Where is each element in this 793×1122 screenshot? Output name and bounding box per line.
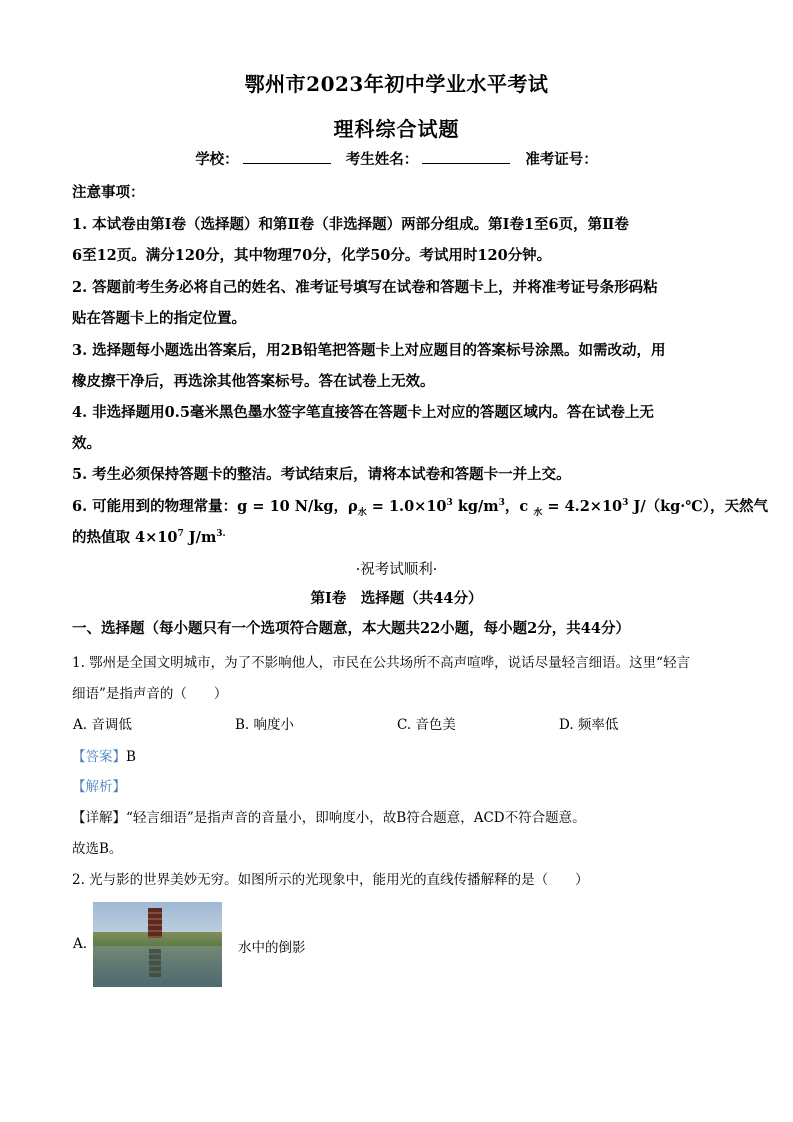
answer-label: 【答案】 [72, 749, 126, 765]
note-line: 5. 考生必须保持答题卡的整洁。考试结束后，请将本试卷和答题卡一并上交。 [72, 466, 571, 483]
name-blank [422, 151, 510, 164]
option-a: A. 音调低 [73, 717, 132, 733]
question-1-stem: 1. 鄂州是全国文明城市，为了不影响他人，市民在公共场所不高声喧哗，说话尽量轻言细语。这里“轻言 [72, 655, 691, 671]
school-label: 学校： [195, 151, 239, 168]
note-line: 4. 非选择题用0.5毫米黑色墨水签字笔直接答在答题卡上对应的答题区域内。答在试卷上无 [72, 404, 654, 421]
section-instruction: 一、选择题（每小题只有一个选项符合题意，本大题共22小题，每小题2分，共44分） [72, 620, 630, 637]
question-2-stem: 2. 光与影的世界美妙无穷。如图所示的光现象中，能用光的直线传播解释的是（ ） [72, 872, 589, 888]
constants-line: 6. 可能用到的物理常量：g = 10 N/kg，$\rho_水 = 1.0\times 10^3$ $kg/m^3$，c $_水 = 4.2\times 10^3$ J/（kg·℃），天然气 [72, 498, 768, 518]
detail-text: 【详解】“轻言细语”是指声音的音量小，即响度小，故B符合题意，ACD不符合题意。 [72, 810, 586, 826]
exam-title: 鄂州市2023年初中学业水平考试 [244, 72, 549, 96]
note-line: 6至12页。满分120分，其中物理70分，化学50分。考试用时120分钟。 [72, 247, 552, 264]
note-line: 贴在答题卡上的指定位置。 [72, 310, 246, 327]
exam-subtitle: 理科综合试题 [333, 117, 460, 141]
id-label: 准考证号： [525, 151, 598, 168]
option-d: D. 频率低 [559, 717, 619, 733]
question-1-stem-cont: 细语”是指声音的（ ） [72, 686, 228, 702]
analysis-label: 【解析】 [72, 779, 126, 795]
notes-heading: 注意事项： [72, 184, 145, 201]
option-b: B. 响度小 [235, 717, 295, 733]
constants-line-2: 的热值取 $4\times 10^7$ $J/m^{3.}$ [72, 529, 226, 546]
reflection-icon [149, 949, 161, 977]
section-title: 第Ⅰ卷 选择题（共44分） [310, 590, 483, 607]
name-label: 考生姓名： [345, 151, 419, 168]
note-line: 1. 本试卷由第Ⅰ卷（选择题）和第Ⅱ卷（非选择题）两部分组成。第Ⅰ卷1至6页，第Ⅱ卷 [72, 216, 629, 233]
answer-value: B [126, 749, 136, 765]
answer-line [72, 745, 732, 765]
student-info-row [0, 148, 793, 169]
school-blank [243, 151, 331, 164]
greeting: ·祝考试顺利· [355, 562, 438, 578]
note-line: 3. 选择题每小题选出答案后，用2B铅笔把答题卡上对应题目的答案标号涂黑。如需改动，用 [72, 342, 666, 359]
pagoda-reflection-image [93, 902, 222, 987]
conclusion-text: 故选B。 [72, 841, 123, 857]
q2-option-a-label: A. [73, 936, 88, 952]
pagoda-icon [148, 908, 162, 938]
option-c: C. 音色美 [397, 717, 456, 733]
q2-option-a-caption: 水中的倒影 [238, 940, 306, 956]
note-line: 2. 答题前考生务必将自己的姓名、准考证号填写在试卷和答题卡上，并将准考证号条形码粘 [72, 279, 658, 296]
note-line: 橡皮擦干净后，再选涂其他答案标号。答在试卷上无效。 [72, 373, 435, 390]
note-line: 效。 [72, 435, 101, 452]
